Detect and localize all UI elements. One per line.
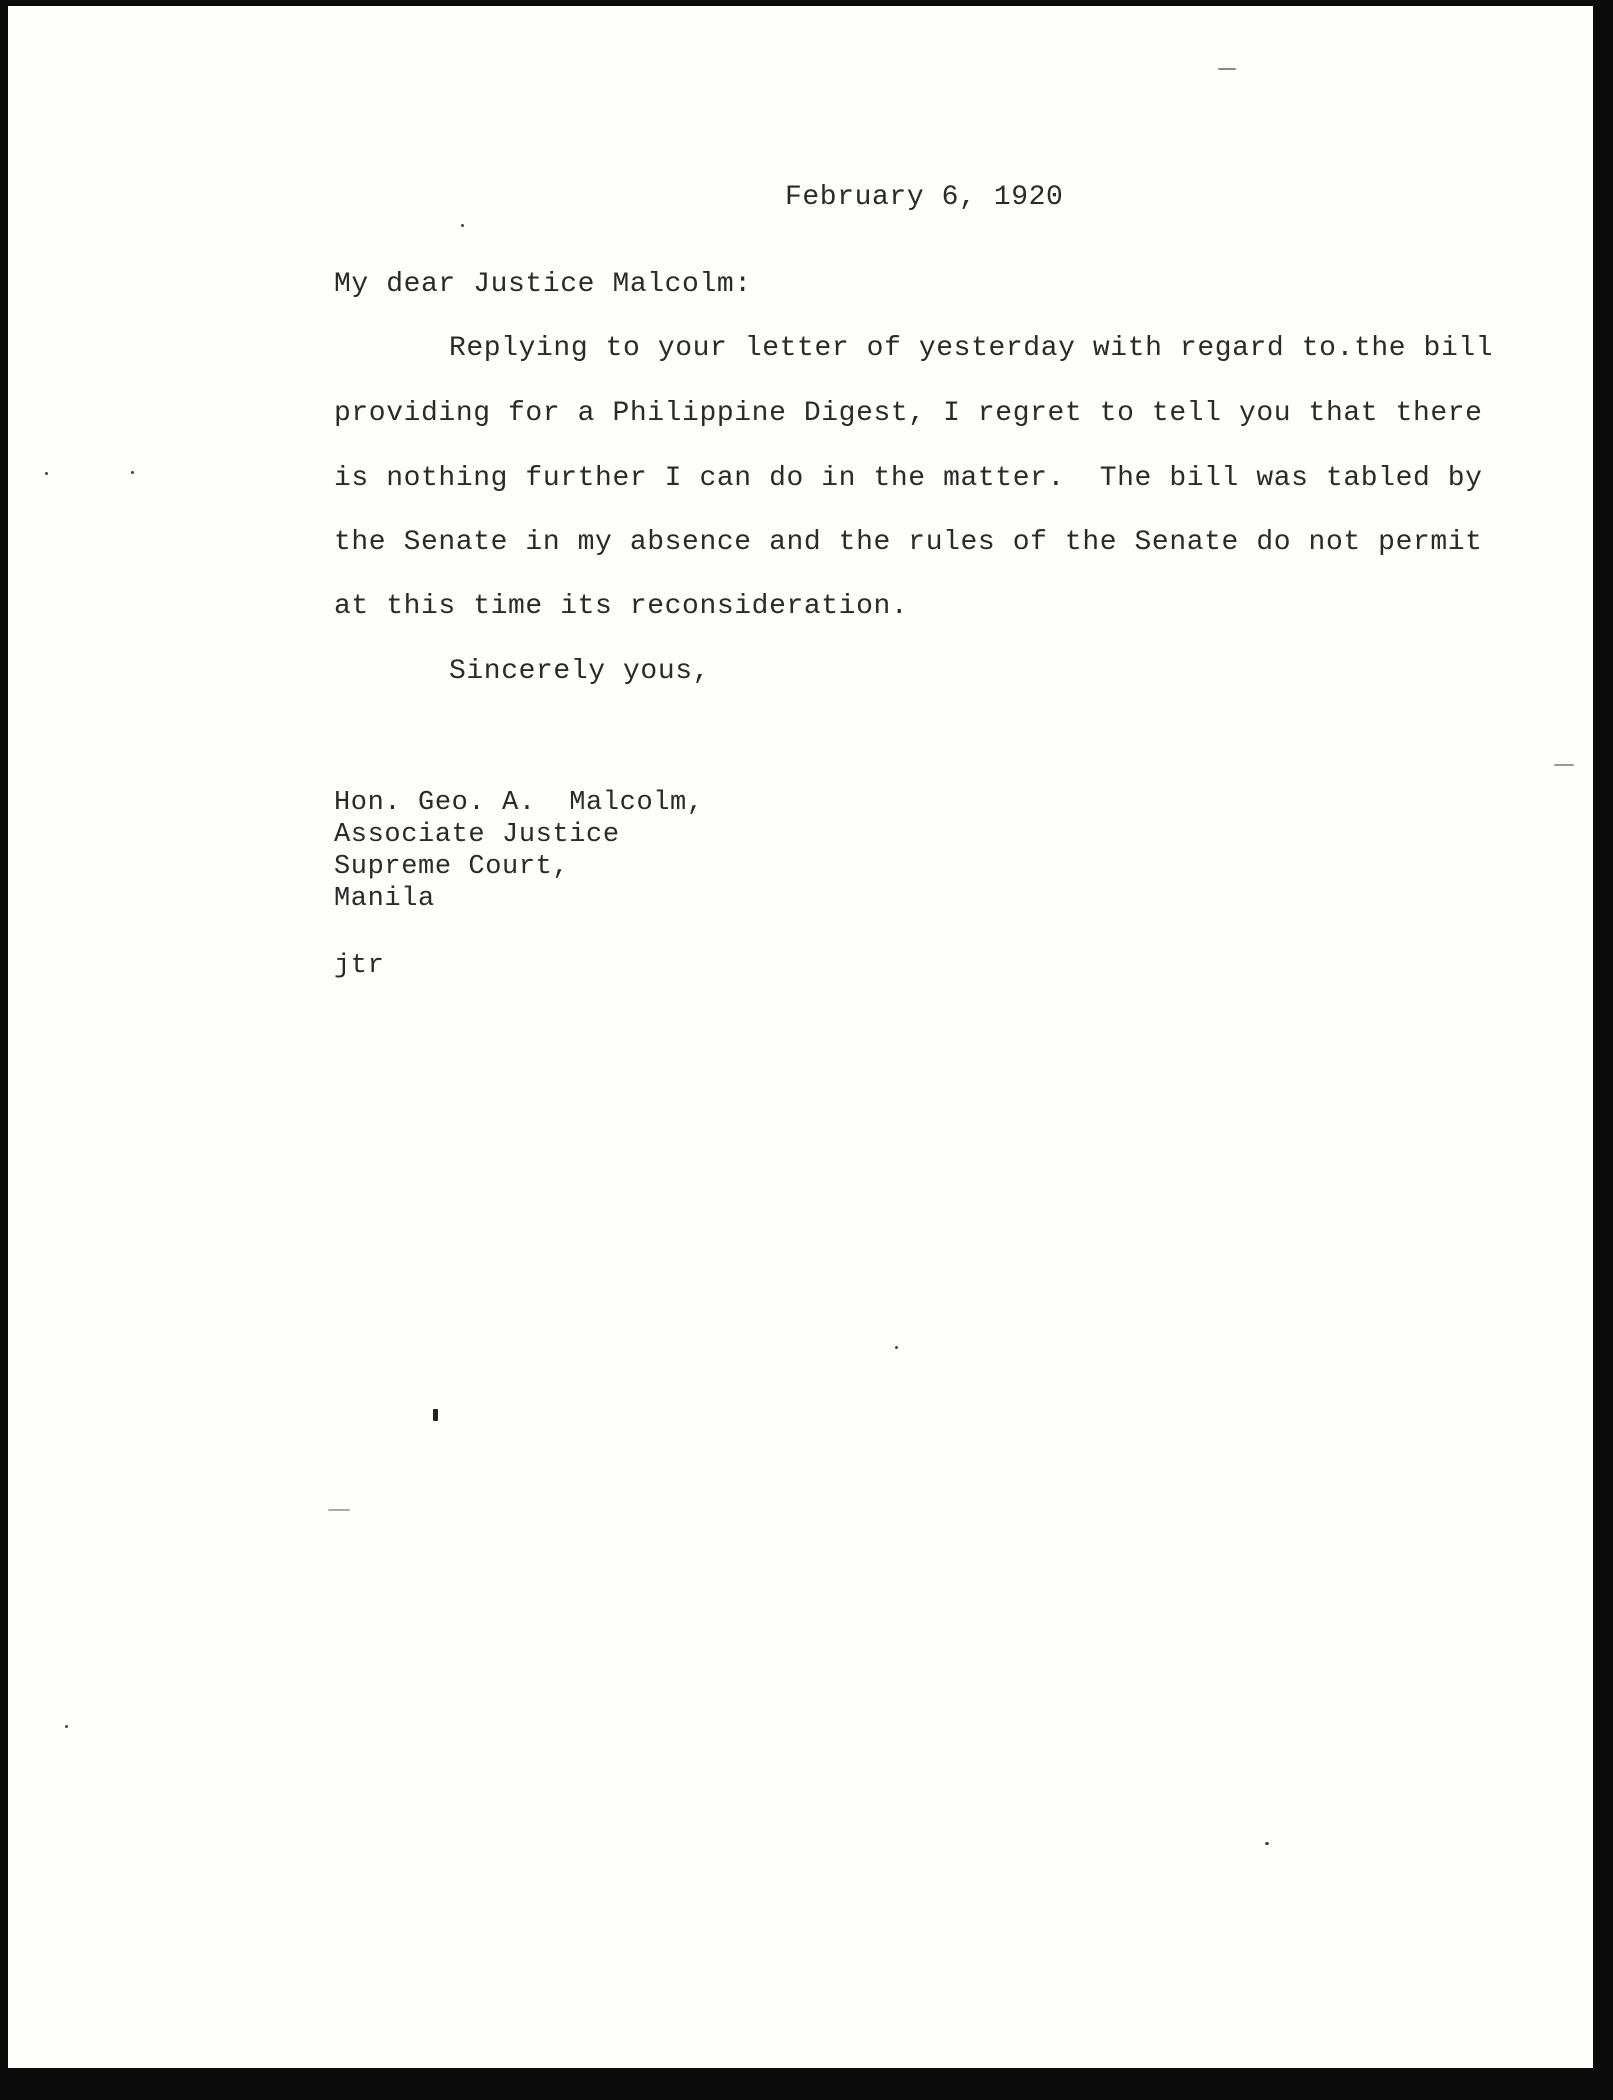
salutation: My dear Justice Malcolm: <box>334 269 752 300</box>
scan-speck <box>328 1509 350 1511</box>
typist-initials: jtr <box>334 951 385 981</box>
scan-speck <box>1265 1842 1269 1845</box>
letter-date: February 6, 1920 <box>785 182 1064 213</box>
scan-speck <box>1554 764 1574 766</box>
scan-speck <box>65 1725 68 1728</box>
recipient-title: Associate Justice <box>334 820 620 850</box>
scan-speck <box>895 1346 898 1349</box>
recipient-city: Manila <box>334 884 435 914</box>
body-line: providing for a Philippine Digest, I regret to tell you that there <box>334 398 1483 429</box>
scan-speck <box>461 224 464 227</box>
body-line: Replying to your letter of yesterday with regard to.the bill <box>449 333 1494 364</box>
body-line: is nothing further I can do in the matter. The bill was tabled by <box>334 463 1483 494</box>
recipient-court: Supreme Court, <box>334 852 570 882</box>
body-line: the Senate in my absence and the rules of the Senate do not permit <box>334 527 1483 558</box>
letter-page <box>8 6 1593 2068</box>
body-line: at this time its reconsideration. <box>334 591 909 622</box>
closing: Sincerely yous, <box>449 656 711 687</box>
scan-speck <box>433 1409 438 1421</box>
scan-speck <box>1218 68 1236 70</box>
scan-speck <box>131 471 134 474</box>
scan-speck <box>45 472 48 475</box>
recipient-name: Hon. Geo. A. Malcolm, <box>334 788 704 818</box>
